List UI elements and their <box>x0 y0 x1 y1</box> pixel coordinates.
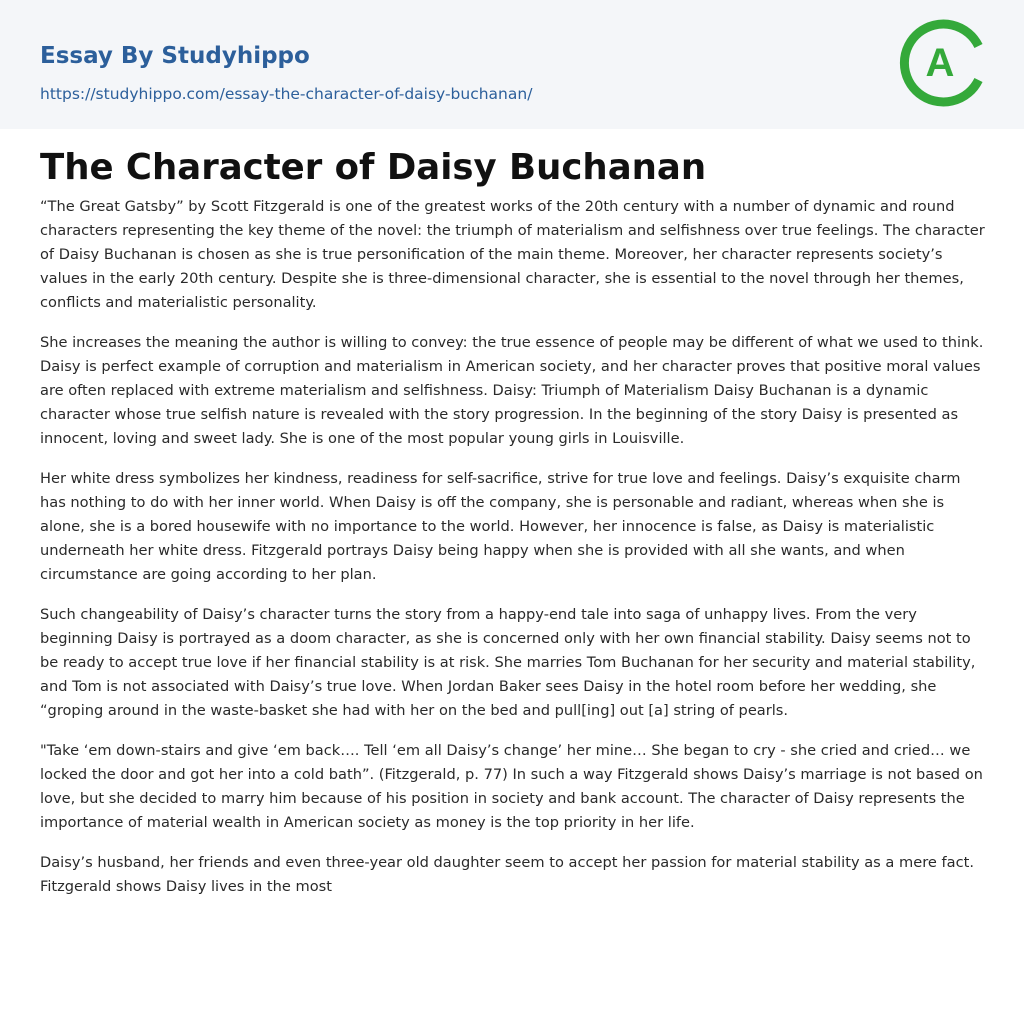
studyhippo-logo-icon[interactable] <box>896 17 988 109</box>
essay-paragraph: Her white dress symbolizes her kindness, readiness for self-sacrifice, strive for true love and feelings. Daisy’s exquisite charm has nothing to do with her inner world. When Daisy is off the company, she is personable and radiant, whereas when she is alone, she is a bored housewife with no importance to the world. However, her innocence is false, as Daisy is materialistic underneath her white dress. Fitzgerald portrays Daisy being happy when she is provided with all she wants, and when circumstance are going according to her plan. <box>40 470 961 583</box>
essay-paragraph: Such changeability of Daisy’s character turns the story from a happy-end tale into saga of unhappy lives. From the very beginning Daisy is portrayed as a doom character, as she is concerned only with her own financial stability. Daisy seems not to be ready to accept true love if her financial stability is at risk. She marries Tom Buchanan for her security and material stability, and Tom is not associated with Daisy’s true love. When Jordan Baker sees Daisy in the hotel room before her wedding, she “groping around in the waste-basket she had with her on the bed and pull[ing] out [a] string of pearls. <box>40 606 976 719</box>
site-header <box>0 0 1024 129</box>
page-title: The Character of Daisy Buchanan <box>40 147 707 188</box>
essay-paragraph: Daisy’s husband, her friends and even three-year old daughter seem to accept her passion for material stability as a mere fact. Fitzgerald shows Daisy lives in the most <box>40 854 974 895</box>
essay-paragraph: “The Great Gatsby” by Scott Fitzgerald is one of the greatest works of the 20th century with a number of dynamic and round characters representing the key theme of the novel: the triumph of materialism and selfishness over true feelings. The character of Daisy Buchanan is chosen as she is true personification of the main theme. Moreover, her character represents society’s values in the early 20th century. Despite she is three-dimensional character, she is essential to the novel through her themes, conflicts and materialistic personality. <box>40 198 985 311</box>
essay-url-link[interactable]: https://studyhippo.com/essay-the-character-of-daisy-buchanan/ <box>40 85 533 103</box>
essay-body <box>40 195 986 915</box>
essay-paragraph: She increases the meaning the author is willing to convey: the true essence of people may be different of what we used to think. Daisy is perfect example of corruption and materialism in American society, and her character proves that positive moral values are often replaced with extreme materialism and selfishness. Daisy: Triumph of Materialism Daisy Buchanan is a dynamic character whose true selfish nature is revealed with the story progression. In the beginning of the story Daisy is presented as innocent, loving and sweet lady. She is one of the most popular young girls in Louisville. <box>40 334 984 447</box>
logo-letter: A <box>925 41 955 85</box>
site-brand-title[interactable]: Essay By Studyhippo <box>40 43 310 69</box>
essay-paragraph: "Take ‘em down-stairs and give ‘em back…. Tell ‘em all Daisy’s change’ her mine… She began to cry - she cried and cried… we locked the door and got her into a cold bath”. (Fitzgerald, p. 77) In such a way Fitzgerald shows Daisy’s marriage is not based on love, but she decided to marry him because of his position in society and bank account. The character of Daisy represents the importance of material wealth in American society as money is the top priority in her life. <box>40 742 983 831</box>
